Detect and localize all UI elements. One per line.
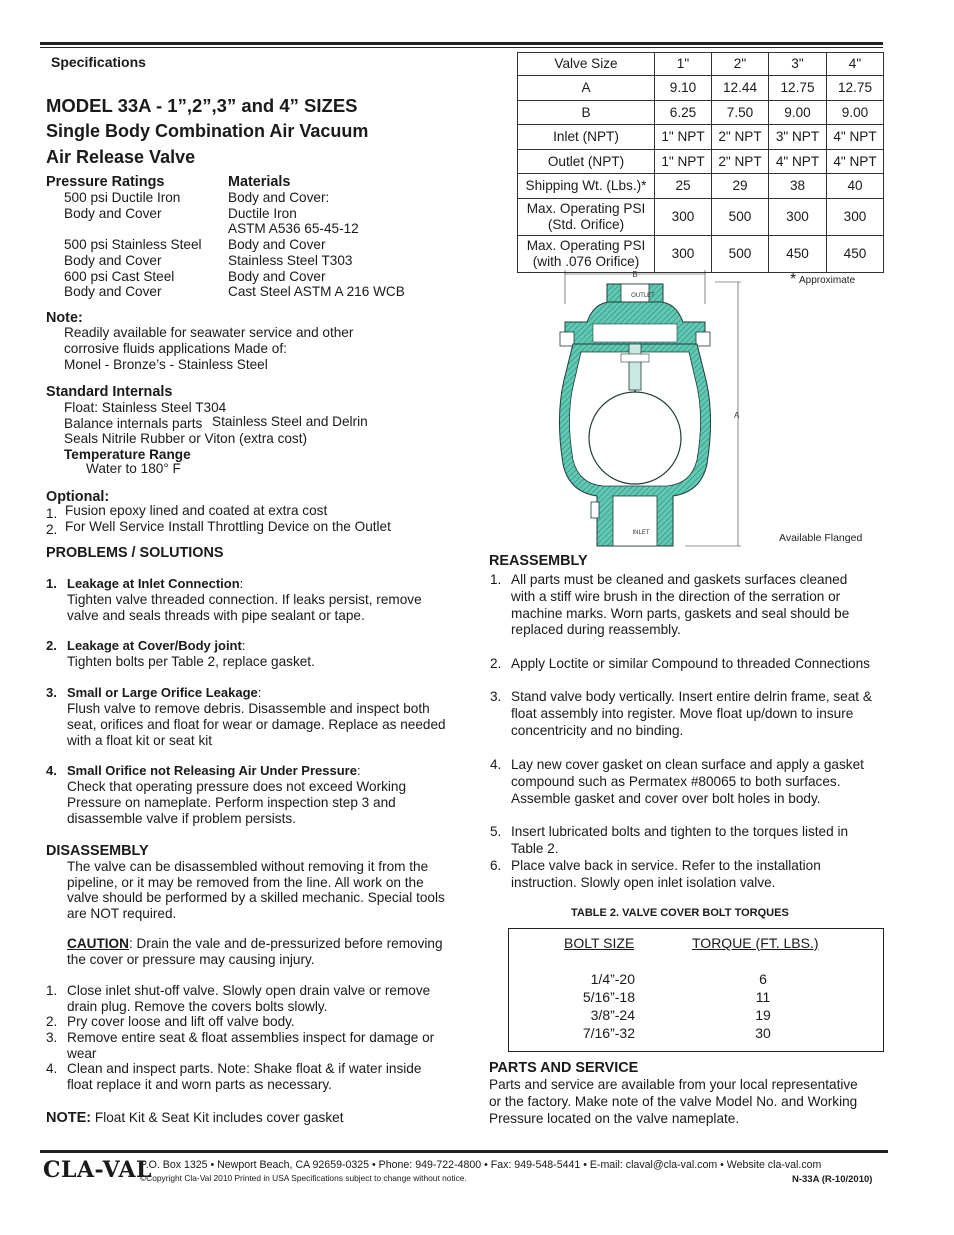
footer-copyright: ©Copyright Cla-Val 2010 Printed in USA Specifications subject to change without notice. (140, 1173, 467, 1183)
reassembly-step-line: with a stiff wire brush in the direction of the serration or (511, 588, 841, 604)
material-line: Body and Cover (228, 268, 326, 284)
top-rule-thick (40, 42, 883, 45)
spec-row-label: B (518, 101, 655, 125)
spec-cell: 7.50 (712, 101, 769, 125)
pressure-rating-line: Body and Cover (64, 205, 162, 221)
spec-cell: 9.00 (769, 101, 827, 125)
title-subline-1: Single Body Combination Air Vacuum (46, 121, 369, 141)
reassembly-step-number: 4. (490, 757, 502, 772)
spec-cell: 3" NPT (769, 125, 827, 150)
approximate-note: Approximate (799, 275, 856, 286)
disassembly-step-line: drain plug. Remove the covers bolts slowly. (67, 998, 328, 1014)
pressure-rating-line: Body and Cover (64, 284, 162, 300)
spec-cell: 1" NPT (655, 150, 712, 174)
spec-table-row (518, 53, 884, 76)
optional-item: For Well Service Install Throttling Device on the Outlet (65, 519, 391, 534)
problem-solution-line: Flush valve to remove debris. Disassemble and inspect both (67, 701, 430, 716)
spec-cell: 38 (769, 174, 827, 199)
problem-title: Leakage at Cover/Body joint: (67, 638, 246, 653)
spec-row-label: A (518, 76, 655, 101)
reassembly-step-line: Stand valve body vertically. Insert entire delrin frame, seat & (511, 689, 872, 704)
pressure-rating-line: 500 psi Stainless Steel (64, 237, 202, 253)
material-line: Ductile Iron (228, 205, 297, 221)
torque-bolt-size: 3/8”-24 (590, 1007, 635, 1023)
approx-star: * (790, 271, 797, 288)
internals-float: Float: Stainless Steel T304 (64, 400, 227, 415)
spec-cell: 4" NPT (827, 150, 884, 174)
spec-row-label: Shipping Wt. (Lbs.)* (518, 174, 655, 199)
torque-value: 11 (755, 989, 771, 1005)
disassembly-step-number: 4. (46, 1061, 58, 1076)
spec-cell: 4" NPT (769, 150, 827, 174)
dimension-a-label: A (734, 411, 740, 420)
spec-table-row (518, 76, 884, 101)
internals-balance: Balance internals parts (64, 416, 203, 431)
spec-cell: 500 (712, 199, 769, 236)
disassembly-step-line: wear (67, 1045, 97, 1061)
outlet-label: OUTLET (631, 293, 655, 299)
spec-row-label: Max. Operating PSI (Std. Orifice) (518, 199, 655, 236)
reassembly-step-line: compound such as Permatex #80065 to both surfaces. (511, 773, 841, 789)
spec-cell: 2" (712, 53, 769, 76)
problem-title-colon: : (239, 576, 244, 591)
reassembly-step-line: Place valve back in service. Refer to the installation (511, 858, 821, 873)
disassembly-step-line: Remove entire seat & float assemblies inspect for damage or (67, 1030, 435, 1045)
material-line: Stainless Steel T303 (228, 252, 353, 268)
problem-solution-line: Tighten valve threaded connection. If leaks persist, remove (67, 592, 422, 607)
spec-cell: 25 (655, 174, 712, 199)
note-line: Monel - Bronze’s - Stainless Steel (64, 357, 268, 372)
spec-row-label: Outlet (NPT) (518, 150, 655, 174)
valve-diagram (555, 264, 875, 554)
spec-cell: 300 (655, 236, 712, 273)
spec-table-row (518, 150, 884, 174)
spec-row-label: Valve Size (518, 53, 655, 76)
spec-row-label: Inlet (NPT) (518, 125, 655, 150)
torque-bolt-size: 1/4”-20 (590, 971, 635, 987)
spec-cell: 2" NPT (712, 125, 769, 150)
spec-cell: 9.10 (655, 76, 712, 101)
disassembly-step-line: Clean and inspect parts. Note: Shake float & if water inside (67, 1061, 422, 1076)
problem-title: Small Orifice not Releasing Air Under Pressure: (67, 763, 361, 778)
spec-cell: 300 (655, 199, 712, 236)
problem-title-colon: : (241, 638, 246, 653)
spec-cell: 4" (827, 53, 884, 76)
note-heading: Note: (46, 310, 83, 326)
temperature-value: Water to 180° F (86, 461, 181, 476)
spec-cell: 6.25 (655, 101, 712, 125)
disassembly-intro-line: valve should be performed by a skilled mechanic. Special tools (67, 890, 445, 905)
spec-cell: 4" NPT (827, 125, 884, 150)
disassembly-step-line: Pry cover loose and lift off valve body. (67, 1014, 295, 1029)
material-line: Body and Cover (228, 237, 326, 253)
spec-cell: 12.75 (769, 76, 827, 101)
reassembly-step-line: Lay new cover gasket on clean surface and apply a gasket (511, 757, 864, 772)
spec-cell: 3" (769, 53, 827, 76)
disassembly-step-number: 2. (46, 1014, 58, 1029)
optional-heading: Optional: (46, 489, 110, 505)
reassembly-step-line: Insert lubricated bolts and tighten to the torques listed in (511, 824, 849, 839)
note-line: Readily available for seawater service and other (64, 325, 354, 340)
torque-table-caption: TABLE 2. VALVE COVER BOLT TORQUES (571, 907, 789, 919)
spec-table-row (518, 101, 884, 125)
spec-cell: 450 (769, 236, 827, 273)
disassembly-heading: DISASSEMBLY (46, 843, 149, 859)
spec-cell: 450 (827, 236, 884, 273)
footer-rule (40, 1150, 888, 1153)
spec-cell: 300 (827, 199, 884, 236)
materials-heading: Materials (228, 174, 291, 190)
disassembly-step-number: 3. (46, 1030, 58, 1045)
pressure-ratings-heading: Pressure Ratings (46, 174, 165, 190)
caution-text: : Drain the vale and de-pressurized before removing (128, 936, 443, 951)
note-label: NOTE: (46, 1110, 92, 1126)
footer-address: P.O. Box 1325 • Newport Beach, CA 92659-0325 • Phone: 949-722-4800 • Fax: 949-548-5441 • E-mail: claval@cla-val.com • Website cla-val.com (140, 1159, 822, 1171)
torque-value: 19 (755, 1007, 771, 1023)
parts-heading: PARTS AND SERVICE (489, 1060, 639, 1076)
disassembly-intro-line: pipeline, or it may be removed from the line. All work on the (67, 874, 424, 890)
problem-number: 4. (46, 763, 57, 778)
bolt-size-header: BOLT SIZE (564, 935, 635, 951)
material-line: Body and Cover: (228, 190, 330, 205)
spec-cell: 12.75 (827, 76, 884, 101)
disassembly-step-number: 1. (46, 983, 58, 998)
problem-number: 1. (46, 576, 57, 591)
reassembly-step-number: 2. (490, 656, 502, 671)
disassembly-note (46, 1110, 343, 1126)
disassembly-intro-line: The valve can be disassembled without removing it from the (67, 859, 429, 874)
pressure-rating-line: 600 psi Cast Steel (64, 268, 175, 284)
optional-number: 1. (46, 506, 58, 521)
top-rule-thin (40, 47, 883, 48)
internals-balance-material: Stainless Steel and Delrin (212, 414, 368, 429)
spec-row-label: Max. Operating PSI (with .076 Orifice) (518, 236, 655, 273)
parts-line: Parts and service are available from your local representative (489, 1077, 858, 1092)
problem-number: 2. (46, 638, 57, 653)
cla-val-logo: CLA-VAL (43, 1157, 152, 1183)
caution-line-2: the cover or pressure may causing injury. (67, 952, 315, 967)
valve-cover (560, 302, 710, 346)
reassembly-step-line: All parts must be cleaned and gaskets surfaces cleaned (511, 572, 848, 587)
caution-label: CAUTION (67, 936, 129, 951)
reassembly-step-line: Apply Loctite or similar Compound to threaded Connections (511, 656, 870, 671)
reassembly-step-line: float assembly into register. Move float up/down to insure (511, 705, 854, 721)
note-text-kit: Float Kit & Seat Kit includes cover gasket (94, 1110, 344, 1125)
pressure-rating-line: Body and Cover (64, 252, 162, 268)
spec-cell: 2" NPT (712, 150, 769, 174)
reassembly-step-line: instruction. Slowly open inlet isolation valve. (511, 874, 776, 890)
spec-cell: 500 (712, 236, 769, 273)
material-line: Cast Steel ASTM A 216 WCB (228, 284, 405, 300)
problem-number: 3. (46, 685, 57, 700)
spec-table-row (518, 125, 884, 150)
optional-number: 2. (46, 522, 58, 537)
spec-cell: 40 (827, 174, 884, 199)
reassembly-step-number: 5. (490, 824, 502, 839)
problem-title: Leakage at Inlet Connection: (67, 576, 244, 591)
problem-title-colon: : (356, 763, 361, 778)
pressure-rating-line: 500 psi Ductile Iron (64, 190, 181, 205)
torque-header: TORQUE (FT. LBS.) (692, 935, 819, 951)
problems-heading: PROBLEMS / SOLUTIONS (46, 545, 224, 561)
spec-table-row (518, 174, 884, 199)
spec-table-row (518, 199, 884, 236)
reassembly-step-line: machine marks. Worn parts, gaskets and seal should be (511, 605, 850, 621)
disassembly-step-line: Close inlet shut-off valve. Slowly open drain valve or remove (67, 983, 431, 998)
spec-cell: 1" NPT (655, 125, 712, 150)
material-line: ASTM A536 65-45-12 (228, 221, 359, 237)
internals-seals: Seals Nitrile Rubber or Viton (extra cost) (64, 431, 308, 446)
spec-cell: 29 (712, 174, 769, 199)
temperature-heading: Temperature Range (64, 447, 191, 462)
torque-value: 30 (755, 1025, 771, 1041)
model-title: MODEL 33A - 1”,2”,3” and 4” SIZES (46, 95, 358, 116)
problem-solution-line: valve and seals threads with pipe sealant or tape. (67, 608, 365, 623)
problem-solution-line: with a float kit or seat kit (67, 733, 213, 748)
available-flanged-note: Available Flanged (779, 532, 863, 544)
torque-bolt-size: 7/16”-32 (582, 1025, 635, 1041)
reassembly-step-line: replaced during reassembly. (511, 622, 681, 638)
title-subline-2: Air Release Valve (46, 147, 196, 167)
dimension-b-label: B (632, 270, 638, 279)
problem-solution-line: seat, orifices and float for wear or damage. Replace as needed (67, 717, 446, 732)
inlet-label: INLET (632, 530, 650, 536)
torque-bolt-size: 5/16”-18 (582, 989, 635, 1005)
disassembly-intro-line: are NOT required. (67, 905, 177, 921)
spec-cell: 300 (769, 199, 827, 236)
problem-title-colon: : (257, 685, 262, 700)
optional-item: Fusion epoxy lined and coated at extra cost (65, 503, 328, 518)
reassembly-step-number: 3. (490, 689, 502, 704)
valve-outlet (607, 284, 663, 304)
reassembly-heading: REASSEMBLY (489, 553, 588, 569)
caution-line (67, 936, 443, 952)
problem-solution-line: Check that operating pressure does not exceed Working (67, 779, 407, 794)
parts-line: or the factory. Make note of the valve Model No. and Working (489, 1094, 858, 1109)
problem-solution-line: disassemble valve if problem persists. (67, 811, 296, 826)
torque-table (508, 928, 884, 1052)
specifications-label: Specifications (51, 54, 146, 70)
problem-title: Small or Large Orifice Leakage: (67, 685, 262, 700)
internals-heading: Standard Internals (46, 384, 173, 400)
spec-cell: 12.44 (712, 76, 769, 101)
reassembly-step-line: concentricity and no binding. (511, 722, 684, 738)
footer-doc-code: N-33A (R-10/2010) (792, 1174, 873, 1185)
note-line: corrosive fluids applications Made of: (64, 341, 287, 356)
problem-solution-line: Tighten bolts per Table 2, replace gasket. (67, 654, 315, 669)
reassembly-step-number: 6. (490, 858, 502, 873)
reassembly-step-line: Table 2. (511, 840, 559, 856)
problem-solution-line: Pressure on nameplate. Perform inspection step 3 and (67, 795, 396, 810)
torque-value: 6 (759, 971, 767, 987)
disassembly-step-line: float replace it and worn parts as necessary. (67, 1076, 332, 1092)
reassembly-step-number: 1. (490, 572, 502, 587)
parts-line: Pressure located on the valve nameplate. (489, 1111, 740, 1126)
spec-table (517, 52, 884, 273)
spec-cell: 1" (655, 53, 712, 76)
reassembly-step-line: Assemble gasket and cover over bolt holes in body. (511, 790, 821, 806)
spec-cell: 9.00 (827, 101, 884, 125)
